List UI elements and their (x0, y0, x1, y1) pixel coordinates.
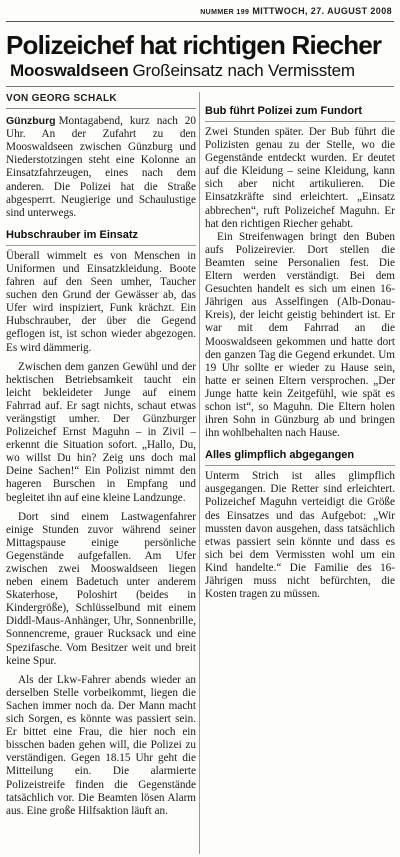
intro-text: Montagabend, kurz nach 20 Uhr. An der Zufahrt zu den Mooswaldseen zwischen Günzburg und Niederstotzingen steht eine Kolonne an Einsatzfahrzeugen, eines nach dem anderen. Die Polizei hat die Straße abgesperrt. Neugierige und Schaulustige sind unterwegs. (6, 115, 196, 219)
headline: Polizeichef hat richtigen Riecher (6, 30, 382, 60)
byline: VON GEORG SCHALK (6, 92, 196, 109)
paragraph: Unterm Strich ist alles glimpflich ausgegangen. Die Retter sind erleichtert. Polizeichef Maguhn verteidigt die Größe des Einsatzes und das Aufgebot: „Wir mussten davon ausgehen, dass tatsächlich etwas passiert sein könnte und dass es sich bei dem Vermissten wohl um ein Kind handelte.“ Die Familie des 16-Jährigen muss nicht befürchten, die Kosten tragen zu müssen. (205, 470, 395, 601)
section-heading-2: Bub führt Polizei zum Fundort (205, 105, 395, 122)
top-rule (6, 21, 394, 22)
paragraph: Dort sind einem Lastwagenfahrer einige Stunden zuvor während seiner Mittagspause einige persönliche Gegenstände aufgefallen. Am Ufer zwischen zwei Mooswaldseen liegen neben einem Badetuch unter anderem Skaterhose, Poloshirt (beides in Kindergröße), Schlüsselbund mit einem Diddl-Maus-Anhänger, Uhr, Sonnenbrille, Sonnencreme, grauer Rucksack und eine Spezifasche. Vom Besitzer weit und breit keine Spur. (6, 510, 196, 667)
issue-number: NUMMER 199 (200, 9, 250, 16)
section-heading-1: Hubschrauber im Einsatz (6, 229, 196, 246)
subheadline-text: Großeinsatz nach Vermisstem (132, 61, 355, 80)
paragraph: Ein Streifenwagen bringt den Buben aufs Polizeirevier. Dort stellen die Beamten seine Personalien fest. Die Eltern werden verständigt. Bei dem Gesuchten handelt es sich um einen 16-Jährigen aus Asselfingen (Alb-Donau-Kreis), der leicht geistig behindert ist. Er war mit dem Fahrrad an die Mooswaldseen gekommen und hatte dort den ganzen Tag die Gegend erkundet. Um 19 Uhr sollte er wieder zu Hause sein, hatte er seinen Eltern versprochen. „Der Junge hatte kein Zeitgefühl, wie spät es schon ist“, so Maguhn. Die Eltern holen ihren Sohn in Günzburg ab und bringen ihn wohlbehalten nach Hause. (205, 230, 395, 440)
issue-date: MITTWOCH, 27. AUGUST 2008 (252, 6, 392, 16)
paragraph-continued: Als der Lkw-Fahrer abends wieder an derselben Stelle vorbeikommt, liegen die Sachen immer noch da. Der Mann macht sich Sorgen, es könnte was passiert sein. Er bittet eine Frau, die hier noch ein bisschen baden gehen will, die Polizei zu verständigen. Gegen 18.15 Uhr geht die Mitteilung ein. Die alarmierte Polizeistreife finden die Gegenstände tatsächlich vor. Die Beamten lösen Alarm aus. Eine große Hilfsaktion läuft an. (6, 673, 196, 817)
subheadline-place: Mooswaldseen (10, 61, 129, 80)
column-divider (199, 92, 200, 854)
issue-header (200, 6, 392, 16)
subheadline (10, 60, 398, 82)
section-heading-3: Alles glimpflich abgegangen (205, 449, 395, 466)
column-left (6, 92, 196, 818)
dateline: Günzburg (6, 115, 56, 128)
paragraph: Zwei Stunden später. Der Bub führt die Polizisten genau zu der Stelle, wo die Gegenstände entdeckt wurden. Er deutet auf die Kleidung – seine Kleidung, kann sich aber nicht artikulieren. Die Einsatzkräfte sind erleichtert. „Einsatz abbrechen“, ruft Polizeichef Maguhn. Er hat den richtigen Riecher gehabt. (205, 126, 395, 230)
paragraph: Zwischen dem ganzen Gewühl und der hektischen Betriebsamkeit taucht ein leicht bekleideter Junge auf einem Fahrrad auf. Er sagt nichts, schaut etwas verängstigt umher. Der Günzburger Polizeichef Ernst Maguhn – in Zivil – erkennt die Situation sofort. „Hallo, Du, wo willst Du hin? Zeig uns doch mal Deine Sachen!“ Ein Polizist nimmt den hageren Burschen in Empfang und begleitet ihn auf eine kleine Landzunge. (6, 360, 196, 504)
paragraph: Überall wimmelt es von Menschen in Uniformen und Einsatzkleidung. Boote fahren auf den Seen umher, Taucher suchen den Grund der Gewässer ab, das Ufer wird inspiziert, Funk krächzt. Ein Hubschrauber, der über die Gegend geflogen ist, ist schon wieder abgezogen. Es wird dämmerig. (6, 249, 196, 354)
headline-rule (6, 86, 394, 87)
intro-paragraph (6, 115, 196, 220)
column-right (205, 96, 395, 601)
